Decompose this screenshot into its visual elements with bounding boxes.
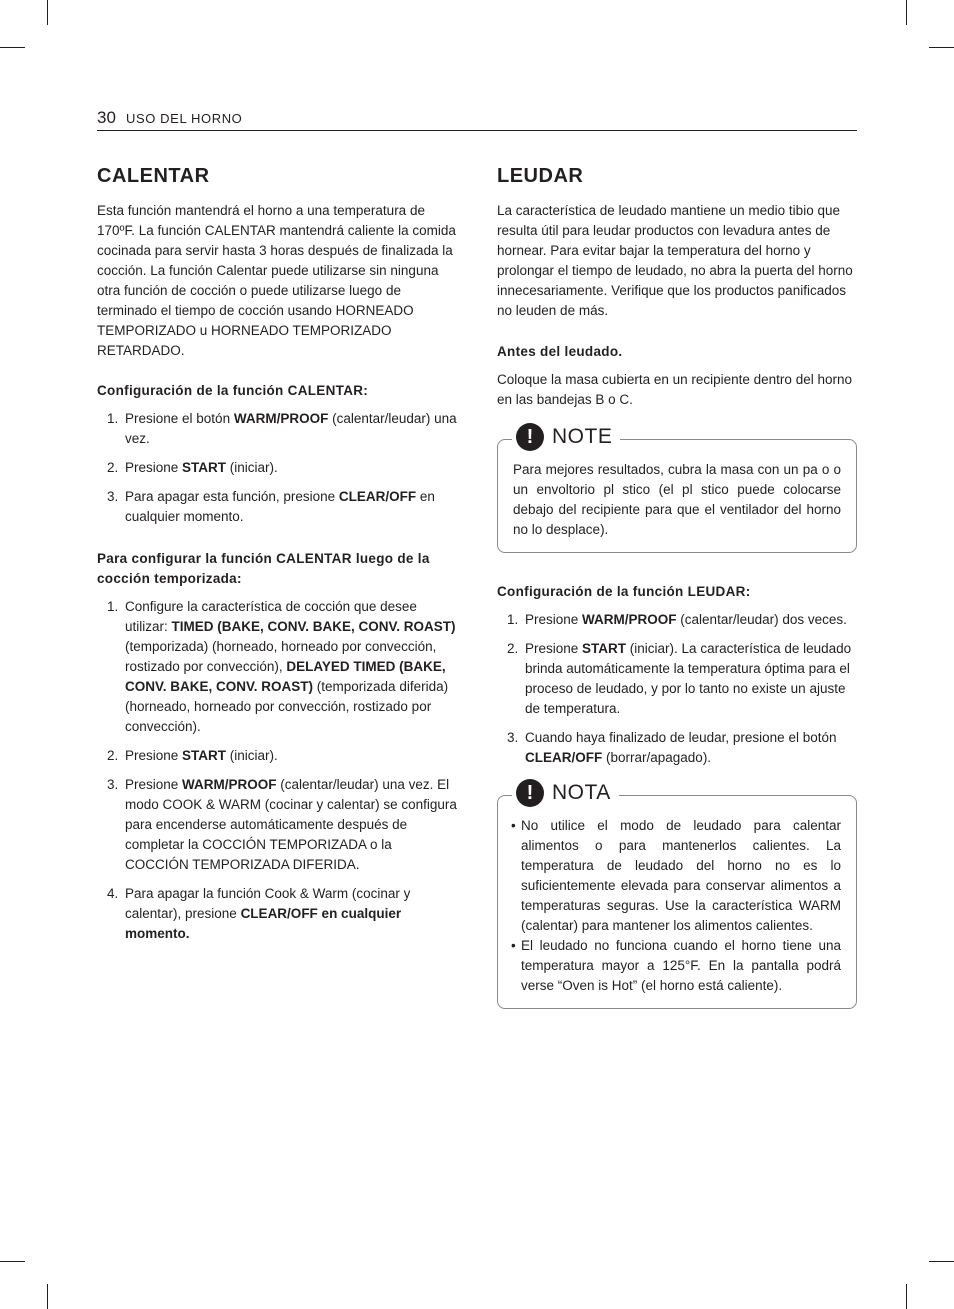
crop-mark bbox=[929, 47, 954, 48]
list-item: 1. Presione el botón WARM/PROOF (calentar/leudar) una vez. bbox=[107, 411, 457, 446]
exclamation-icon: ! bbox=[516, 779, 544, 807]
nota-title: NOTA bbox=[552, 781, 611, 804]
calentar-intro: Esta función mantendrá el horno a una temperatura de 170ºF. La función CALENTAR mantendrá caliente la comida cocinada para servir hasta 3 horas después de finalizada la cocción. La función Calentar puede utilizarse sin ninguna otra función de cocción o puede utilizarse luego de terminado el tiempo de cocción usando HORNEADO TEMPORIZADO u HORNEADO TEMPORIZADO RETARDADO. bbox=[97, 203, 456, 358]
crop-mark bbox=[47, 0, 48, 25]
page-header bbox=[97, 108, 857, 131]
note-text: Para mejores resultados, cubra la masa con un pa o o un envoltorio pl stico (el pl stico puede colocarse debajo del recipiente para que el ventilador del horno no lo desplace). bbox=[513, 462, 841, 537]
calentar-steps bbox=[97, 409, 457, 527]
list-item: 2. Presione START (iniciar). bbox=[107, 460, 278, 475]
list-item: 4. Para apagar la función Cook & Warm (cocinar y calentar), presione CLEAR/OFF en cualquier momento. bbox=[107, 886, 411, 941]
calentar-title: CALENTAR bbox=[97, 165, 210, 187]
left-column bbox=[97, 163, 457, 953]
leudar-intro: La característica de leudado mantiene un medio tibio que resulta útil para leudar productos con levadura antes de hornear. Para evitar bajar la temperatura del horno y prolongar el tiempo de leudado, no abra la puerta del horno innecesariamente. Verifique que los productos panificados no leuden de más. bbox=[497, 203, 853, 318]
before-text: Coloque la masa cubierta en un recipiente dentro del horno en las bandejas B o C. bbox=[497, 372, 852, 407]
list-item: 2. Presione START (iniciar). bbox=[107, 748, 278, 763]
list-item: • No utilice el modo de leudado para calentar alimentos o para mantenerlos calientes. La temperatura de leudado del horno no es lo suficientemente elevada para conservar alimentos a temperaturas seguras. Use la característica WARM (calentar) para mantener los alimentos calientes. bbox=[513, 816, 841, 936]
list-item: 2. Presione START (iniciar). La característica de leudado brinda automáticamente la temperatura óptima para el proceso de leudado, y por lo tanto no existe un ajuste de temperatura. bbox=[507, 641, 852, 716]
list-item: 3. Para apagar esta función, presione CLEAR/OFF en cualquier momento. bbox=[107, 489, 435, 524]
page-number: 30 bbox=[97, 108, 116, 127]
crop-mark bbox=[906, 0, 907, 25]
crop-mark bbox=[929, 1261, 954, 1262]
list-item: 3. Cuando haya finalizado de leudar, presione el botón CLEAR/OFF (borrar/apagado). bbox=[507, 730, 837, 765]
nota-header bbox=[512, 779, 619, 807]
list-item: 1. Configure la característica de cocción que desee utilizar: TIMED (BAKE, CONV. BAKE, CONV. ROAST) (temporizada) (horneado, horneado por convección, rostizado por convección), DELAYED TIMED (BAKE, CONV. BAKE, CONV. ROAST) (temporizada diferida) (horneado, horneado por convección, rostizado por convección). bbox=[107, 599, 456, 734]
crop-mark bbox=[0, 47, 25, 48]
leudar-title: LEUDAR bbox=[497, 165, 584, 187]
exclamation-icon: ! bbox=[516, 423, 544, 451]
nota-bullets bbox=[513, 816, 841, 996]
leudar-config-heading: Configuración de la función LEUDAR: bbox=[497, 584, 751, 599]
timed-steps bbox=[97, 597, 457, 944]
crop-mark bbox=[0, 1261, 25, 1262]
note-title: NOTE bbox=[552, 425, 613, 448]
list-item: 1. Presione WARM/PROOF (calentar/leudar) dos veces. bbox=[507, 612, 847, 627]
calentar-config-heading: Configuración de la función CALENTAR: bbox=[97, 383, 369, 398]
section-name: USO DEL HORNO bbox=[126, 111, 243, 126]
nota-box bbox=[497, 781, 857, 1009]
before-heading: Antes del leudado. bbox=[497, 344, 623, 359]
crop-mark bbox=[906, 1284, 907, 1309]
right-column bbox=[497, 163, 857, 1009]
crop-mark bbox=[47, 1284, 48, 1309]
timed-heading: Para configurar la función CALENTAR luego de la cocción temporizada: bbox=[97, 551, 430, 586]
leudar-steps bbox=[497, 610, 857, 768]
list-item: 3. Presione WARM/PROOF (calentar/leudar) una vez. El modo COOK & WARM (cocinar y calentar) se configura para encenderse automáticamente después de completar la COCCIÓN TEMPORIZADA o la COCCIÓN TEMPORIZADA DIFERIDA. bbox=[107, 777, 457, 872]
note-header bbox=[512, 423, 620, 451]
list-item: • El leudado no funciona cuando el horno tiene una temperatura mayor a 125°F. En la pantalla podrá verse “Oven is Hot” (el horno está caliente). bbox=[513, 936, 841, 996]
note-box bbox=[497, 425, 857, 553]
